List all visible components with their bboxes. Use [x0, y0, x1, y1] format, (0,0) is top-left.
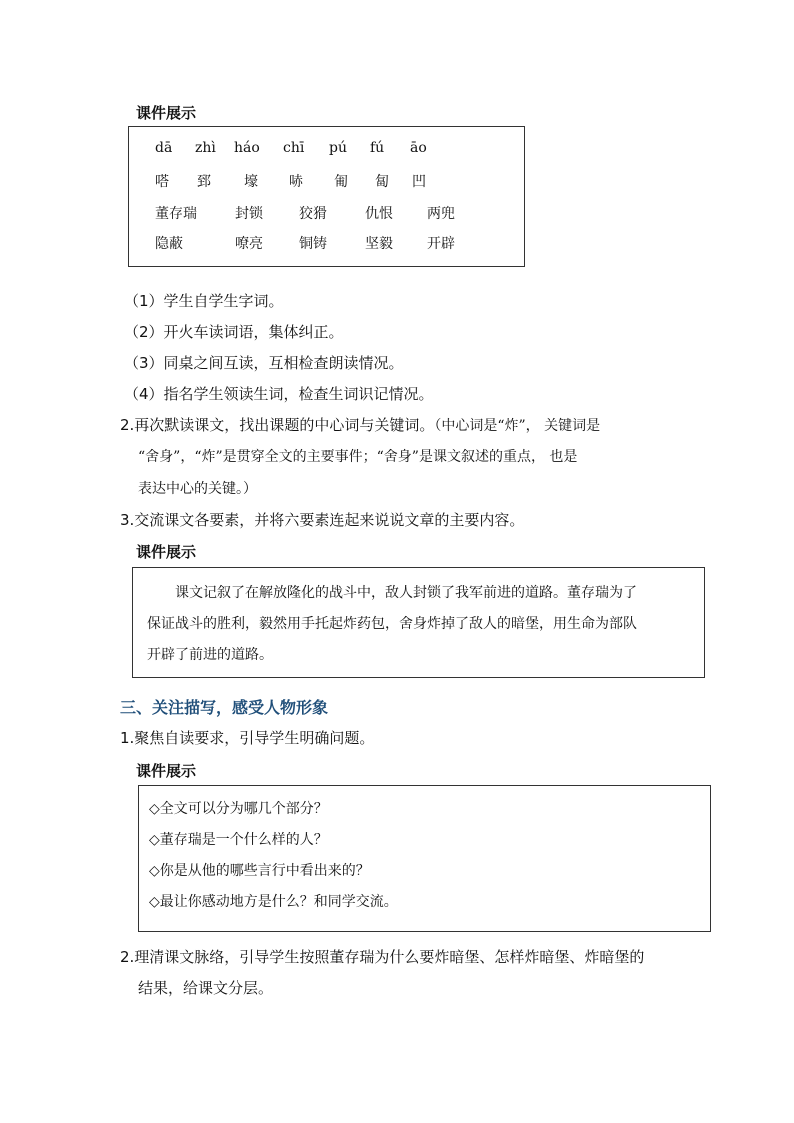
char-3: 壕 — [244, 174, 258, 190]
char-1: 嗒 — [155, 174, 169, 190]
display-heading-1: 课件展示 — [136, 104, 197, 122]
vocab-box — [128, 126, 525, 267]
word-row4-5: 开辟 — [427, 236, 455, 252]
word-row3-3: 狡猾 — [299, 206, 327, 222]
item-2-line2: “舍身”，“炸”是贯穿全文的主要事件；“舍身”是课文叙述的重点， 也是 — [138, 449, 578, 465]
questions-box — [138, 785, 711, 932]
step-1: （1）学生自学生字词。 — [124, 292, 284, 310]
word-row3-1: 董存瑞 — [155, 206, 197, 222]
char-5: 匍 — [334, 174, 348, 190]
display-heading-3: 课件展示 — [136, 762, 197, 780]
pinyin-4: chī — [283, 140, 305, 156]
word-row4-3: 铜铸 — [299, 236, 327, 252]
question-2: ◇董存瑞是一个什么样的人？ — [149, 832, 328, 848]
summary-line-3: 开辟了前进的道路。 — [147, 647, 273, 663]
step-3: （3）同桌之间互读，互相检查朗读情况。 — [124, 354, 404, 372]
display-heading-2: 课件展示 — [136, 543, 197, 561]
item-2-line1 — [120, 414, 600, 435]
word-row3-2: 封锁 — [235, 206, 263, 222]
pinyin-5: pú — [329, 140, 347, 156]
char-2: 郅 — [197, 174, 211, 190]
item-2-main: 2.再次默读课文，找出课题的中心词与关键词。 — [120, 416, 435, 434]
question-4: ◇最让你感动地方是什么？和同学交流。 — [149, 894, 398, 910]
step-2: （2）开火车读词语，集体纠正。 — [124, 323, 344, 341]
item-2-line3: 表达中心的关键。） — [138, 481, 257, 497]
char-4: 哧 — [289, 174, 303, 190]
word-row3-5: 两兜 — [427, 206, 455, 222]
summary-box — [132, 567, 705, 678]
word-row4-4: 坚毅 — [365, 236, 393, 252]
question-1: ◇全文可以分为哪几个部分？ — [149, 801, 328, 817]
word-row4-1: 隐蔽 — [155, 236, 183, 252]
section-3-item-2-line1: 2.理清课文脉络，引导学生按照董存瑞为什么要炸暗堡、怎样炸暗堡、炸暗堡的 — [120, 948, 645, 966]
pinyin-3: háo — [234, 140, 260, 156]
pinyin-2: zhì — [195, 140, 216, 156]
step-4: （4）指名学生领读生词，检查生词识记情况。 — [124, 385, 434, 403]
pinyin-6: fú — [370, 140, 385, 156]
section-3-item-1: 1.聚焦自读要求，引导学生明确问题。 — [120, 729, 375, 747]
section-3-item-2-line2: 结果，给课文分层。 — [138, 979, 274, 997]
summary-line-2: 保证战斗的胜利，毅然用手托起炸药包，舍身炸掉了敌人的暗堡，用生命为部队 — [147, 616, 637, 632]
char-7: 凹 — [412, 174, 426, 190]
question-3: ◇你是从他的哪些言行中看出来的？ — [149, 863, 370, 879]
summary-line-1: 课文记叙了在解放隆化的战斗中，敌人封锁了我军前进的道路。董存瑞为了 — [175, 585, 637, 601]
char-6: 匐 — [375, 174, 389, 190]
pinyin-7: āo — [410, 140, 427, 156]
item-3: 3.交流课文各要素，并将六要素连起来说说文章的主要内容。 — [120, 511, 525, 529]
section-title: 三、关注描写，感受人物形象 — [120, 698, 329, 717]
word-row4-2: 嘹亮 — [235, 236, 263, 252]
pinyin-1: dā — [155, 140, 173, 156]
word-row3-4: 仇恨 — [365, 206, 393, 222]
item-2-note: （中心词是“炸”， 关键词是 — [434, 418, 601, 434]
